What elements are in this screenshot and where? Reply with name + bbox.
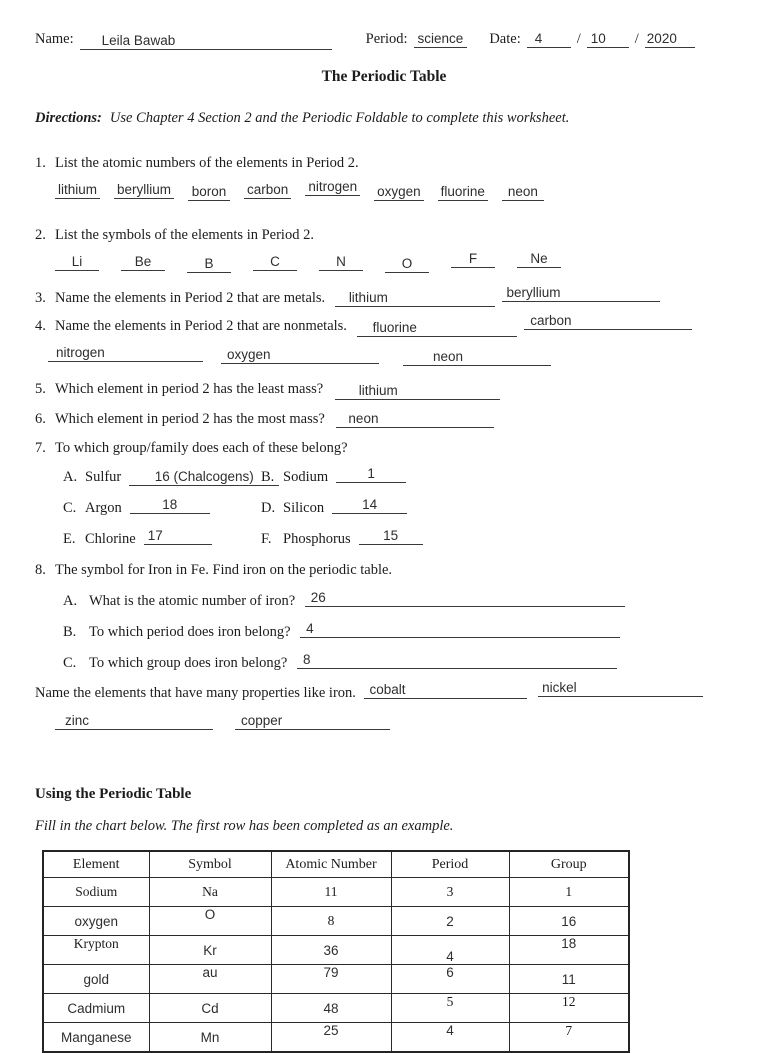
q8-answer-blank: 26 (305, 589, 625, 607)
q4-answer-blank: neon (403, 348, 551, 366)
table-cell: 3 (391, 878, 509, 907)
table-header-cell: Symbol (149, 851, 271, 878)
q3-answer-blank: beryllium (502, 284, 660, 302)
table-cell: 25 (271, 1023, 391, 1053)
q7-item-element: Chlorine (85, 531, 136, 547)
q1-answer-blank: carbon (244, 181, 291, 199)
table-cell: 6 (391, 965, 509, 994)
q7-item-label: D. (261, 500, 276, 516)
q7-answer-blank: 15 (359, 527, 423, 545)
table-row (43, 965, 629, 994)
q7-item-label: F. (261, 531, 272, 547)
table-header-cell: Element (43, 851, 149, 878)
table-cell: oxygen (43, 907, 149, 936)
table-cell: Cd (149, 994, 271, 1023)
q2-answer-blank: Ne (517, 250, 561, 268)
table-header-cell: Atomic Number (271, 851, 391, 878)
table-cell: 48 (271, 994, 391, 1023)
section-heading: Using the Periodic Table (35, 786, 192, 802)
q7-item-element: Silicon (283, 500, 325, 516)
question-8 (35, 562, 733, 579)
question-1 (35, 155, 733, 172)
q8-answer-blank: 4 (300, 620, 620, 638)
q7-item-element: Argon (85, 500, 122, 516)
question-5-text: Which element in period 2 has the least mass? (55, 381, 324, 397)
question-2-number: 2. (35, 227, 46, 243)
table-cell: Na (149, 878, 271, 907)
q7-item-label: E. (63, 531, 76, 547)
table-cell: 1 (509, 878, 629, 907)
q7-item-element: Sulfur (85, 469, 122, 485)
table-cell: 2 (391, 907, 509, 936)
question-7 (35, 440, 733, 457)
q2-answer-blank: N (319, 253, 363, 271)
question-6-text: Which element in period 2 has the most mass? (55, 411, 325, 427)
q1-answer-blank: nitrogen (305, 178, 360, 196)
q1-answer-blank: oxygen (374, 183, 424, 201)
q7-item-sodium (261, 468, 561, 486)
q1-answer-blank: fluorine (438, 183, 488, 201)
table-header-row (43, 851, 629, 878)
q7-answer-blank: 1 (336, 465, 406, 483)
question-4-answers-line2 (48, 344, 733, 362)
question-9-answers-line2 (55, 712, 733, 730)
q8-item-text: What is the atomic number of iron? (89, 593, 296, 609)
question-7-items (63, 468, 733, 548)
q1-answer-blank: lithium (55, 181, 100, 199)
table-cell: 18 (509, 936, 629, 965)
question-3-number: 3. (35, 290, 46, 306)
table-cell: Cadmium (43, 994, 149, 1023)
question-9 (35, 680, 733, 702)
question-2 (35, 227, 733, 244)
q8-answer-blank: 8 (297, 651, 617, 669)
period-field: science (414, 30, 468, 48)
q8-item-label: B. (63, 624, 77, 640)
question-5-number: 5. (35, 381, 46, 397)
question-7-text: To which group/family does each of these belong? (55, 440, 348, 456)
q1-answer-blank: beryllium (114, 181, 174, 199)
q7-item-element: Sodium (283, 469, 329, 485)
table-cell: 7 (509, 1023, 629, 1053)
q9-answer-blank: nickel (538, 679, 703, 697)
question-3 (35, 285, 733, 307)
q7-answer-blank: 16 (Chalcogens) (129, 468, 279, 486)
q4-answer-blank: oxygen (221, 346, 379, 364)
question-4 (35, 313, 733, 335)
table-cell: 8 (271, 907, 391, 936)
table-row (43, 936, 629, 965)
q8-item-text: To which period does iron belong? (89, 624, 291, 640)
periodic-table-chart (42, 850, 630, 1053)
date-label: Date: (489, 31, 521, 47)
table-row (43, 1023, 629, 1053)
q7-item-silicon (261, 499, 561, 517)
q8-item-c (63, 654, 733, 672)
q7-item-sulfur (63, 468, 261, 486)
table-row (43, 878, 629, 907)
q7-item-element: Phosphorus (283, 531, 351, 547)
question-9-text: Name the elements that have many properties like iron. (35, 685, 356, 701)
q3-answer-blank: lithium (335, 289, 495, 307)
header (35, 30, 733, 48)
question-8-text: The symbol for Iron in Fe. Find iron on the periodic table. (55, 562, 393, 578)
question-5 (35, 380, 733, 398)
q1-answer-blank: boron (188, 183, 230, 201)
q8-item-label: C. (63, 655, 77, 671)
q7-item-chlorine (63, 530, 261, 548)
table-cell: Mn (149, 1023, 271, 1053)
table-cell: 16 (509, 907, 629, 936)
question-3-text: Name the elements in Period 2 that are metals. (55, 290, 326, 306)
q4-answer-blank: fluorine (357, 319, 517, 337)
date-year-field: 2020 (645, 30, 695, 48)
name-label: Name: (35, 31, 74, 47)
question-2-answers (55, 253, 733, 271)
question-7-number: 7. (35, 440, 46, 456)
table-header-cell: Group (509, 851, 629, 878)
table-cell: Krypton (43, 936, 149, 965)
directions (35, 110, 733, 127)
question-6-number: 6. (35, 411, 46, 427)
q9-answer-blank: zinc (55, 712, 213, 730)
table-cell: 11 (509, 965, 629, 994)
q7-item-label: A. (63, 469, 78, 485)
table-cell: 4 (391, 936, 509, 965)
question-1-text: List the atomic numbers of the elements in Period 2. (55, 155, 359, 171)
table-cell: 11 (271, 878, 391, 907)
date-month-field: 4 (527, 30, 571, 48)
q2-answer-blank: O (385, 255, 429, 273)
q7-item-label: C. (63, 500, 77, 516)
table-row (43, 994, 629, 1023)
table-cell: Sodium (43, 878, 149, 907)
q1-answer-blank: neon (502, 183, 544, 201)
table-cell: Kr (149, 936, 271, 965)
q2-answer-blank: C (253, 253, 297, 271)
question-4-number: 4. (35, 318, 46, 334)
table-cell: au (149, 965, 271, 994)
directions-text: Use Chapter 4 Section 2 and the Periodic Foldable to complete this worksheet. (109, 110, 570, 126)
q7-answer-blank: 17 (144, 527, 212, 545)
q7-answer-blank: 18 (130, 496, 210, 514)
q2-answer-blank: B (187, 255, 231, 273)
name-field: Leila Bawab (80, 32, 332, 50)
q7-item-label: B. (261, 469, 275, 485)
q5-answer-blank: lithium (335, 382, 500, 400)
q9-answer-blank: cobalt (364, 681, 527, 699)
table-cell: 4 (391, 1023, 509, 1053)
q2-answer-blank: Li (55, 253, 99, 271)
question-4-text: Name the elements in Period 2 that are nonmetals. (55, 318, 347, 334)
section-instruction: Fill in the chart below. The first row has been completed as an example. (35, 818, 454, 834)
question-2-text: List the symbols of the elements in Period 2. (55, 227, 314, 243)
q7-item-phosphorus (261, 530, 561, 548)
table-cell: 36 (271, 936, 391, 965)
q8-item-text: To which group does iron belong? (89, 655, 288, 671)
q8-item-label: A. (63, 593, 78, 609)
table-row (43, 907, 629, 936)
directions-label: Directions: (35, 110, 102, 126)
q4-answer-blank: carbon (524, 312, 692, 330)
date-separator-1: / (576, 31, 581, 47)
period-label: Period: (365, 31, 408, 47)
q2-answer-blank: F (451, 250, 495, 268)
table-header-cell: Period (391, 851, 509, 878)
question-8-number: 8. (35, 562, 46, 578)
q8-item-a (63, 592, 733, 610)
table-cell: 12 (509, 994, 629, 1023)
q8-item-b (63, 623, 733, 641)
table-cell: gold (43, 965, 149, 994)
table-cell: Manganese (43, 1023, 149, 1053)
table-cell: O (149, 907, 271, 936)
question-1-answers (55, 181, 733, 199)
q7-item-argon (63, 499, 261, 517)
question-6 (35, 410, 733, 428)
date-separator-2: / (634, 31, 639, 47)
q7-answer-blank: 14 (332, 496, 407, 514)
table-cell: 5 (391, 994, 509, 1023)
q9-answer-blank: copper (235, 712, 390, 730)
table-cell: 79 (271, 965, 391, 994)
q2-answer-blank: Be (121, 253, 165, 271)
q4-answer-blank: nitrogen (48, 344, 203, 362)
q6-answer-blank: neon (336, 410, 494, 428)
page-title: The Periodic Table (321, 68, 447, 85)
date-day-field: 10 (587, 30, 629, 48)
question-1-number: 1. (35, 155, 46, 171)
